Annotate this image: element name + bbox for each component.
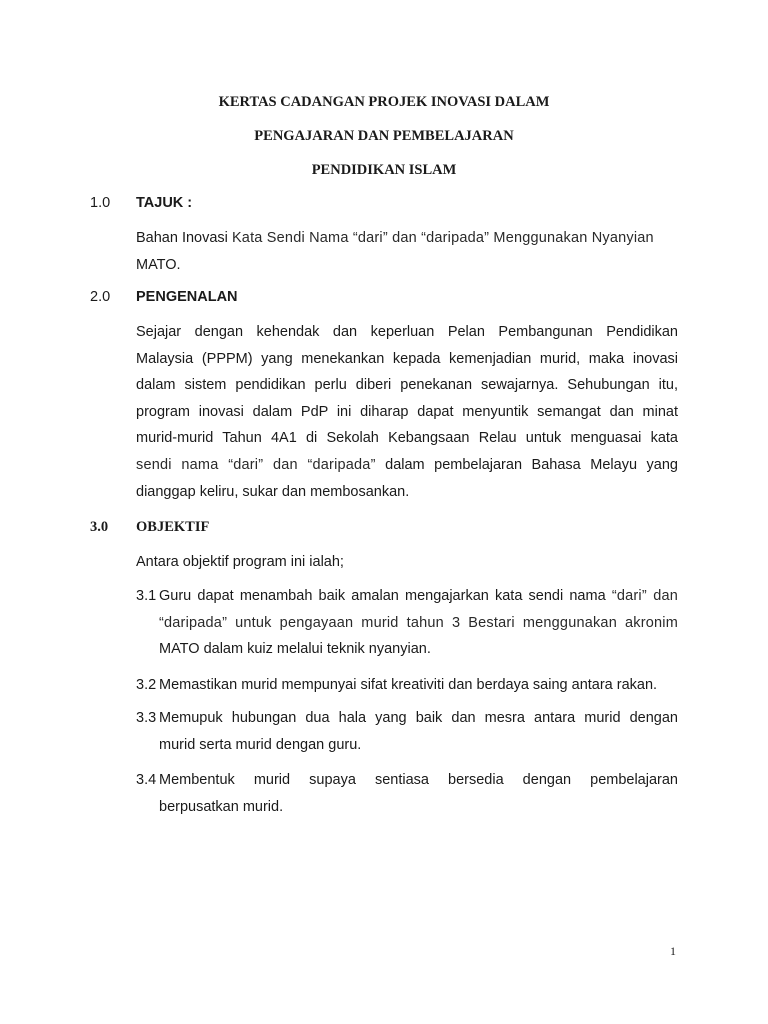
section-number-tajuk: 1.0 bbox=[90, 195, 111, 211]
objektif-intro-text: Antara objektif program ini ialah; bbox=[136, 554, 344, 570]
page-number: 1 bbox=[670, 944, 676, 958]
section-heading-tajuk: TAJUK : bbox=[136, 195, 193, 211]
objektif-item-3-4 bbox=[136, 767, 678, 820]
objektif-item-3-2 bbox=[136, 672, 678, 699]
tajuk-line-2: MATO. bbox=[136, 256, 181, 273]
objektif-3-2-line-1 bbox=[136, 672, 678, 699]
section-heading-objektif: OBJEKTIF bbox=[136, 519, 210, 535]
pengenalan-line-6-b: dalam pembelajaran Bahasa Melayu yang bbox=[375, 456, 678, 473]
section-heading-pengenalan: PENGENALAN bbox=[136, 289, 238, 305]
pengenalan-line-3: dalam sistem pendidikan perlu diberi penekanan sewajarnya. Sehubungan itu, bbox=[136, 377, 678, 394]
objektif-3-3-number: 3.3 bbox=[136, 710, 157, 726]
objektif-3-4-line-2: berpusatkan murid. bbox=[159, 798, 284, 815]
doc-title-line-2: PENGAJARAN DAN PEMBELAJARAN bbox=[254, 128, 514, 144]
pengenalan-line-6 bbox=[136, 452, 678, 479]
pengenalan-line-4: program inovasi dalam PdP ini diharap dapat menyuntik semangat dan minat bbox=[136, 403, 678, 420]
section-number-objektif: 3.0 bbox=[90, 519, 109, 535]
pengenalan-paragraph bbox=[136, 319, 678, 505]
section-number-pengenalan: 2.0 bbox=[90, 289, 111, 305]
pengenalan-line-6-a: sendi nama “dari” dan “daripada” bbox=[136, 456, 376, 473]
tajuk-line-1 bbox=[136, 225, 678, 252]
pengenalan-line-5: murid-murid Tahun 4A1 di Sekolah Kebangsaan Relau untuk menguasai kata bbox=[136, 430, 678, 447]
objektif-3-1-line-3: MATO dalam kuiz melalui teknik nyanyian. bbox=[159, 641, 431, 658]
objektif-3-1-line-1-a: Guru dapat menambah baik amalan mengajarkan kata sendi nama bbox=[159, 588, 612, 604]
objektif-3-1-line-2: “daripada” untuk pengayaan murid tahun 3 Bestari menggunakan akronim bbox=[159, 614, 678, 631]
objektif-item-3-3 bbox=[136, 705, 678, 758]
doc-title-line-3: PENDIDIKAN ISLAM bbox=[311, 162, 457, 178]
pengenalan-line-7: dianggap keliru, sukar dan membosankan. bbox=[136, 483, 410, 500]
objektif-item-3-1 bbox=[136, 583, 678, 663]
tajuk-paragraph bbox=[136, 225, 678, 278]
objektif-3-4-line-1-text: Membentuk murid supaya sentiasa bersedia dengan pembelajaran bbox=[159, 772, 678, 788]
objektif-3-2-text: Memastikan murid mempunyai sifat kreativiti dan berdaya saing antara rakan. bbox=[159, 677, 658, 693]
pengenalan-line-1: Sejajar dengan kehendak dan keperluan Pelan Pembangunan Pendidikan bbox=[136, 324, 678, 340]
objektif-3-2-number: 3.2 bbox=[136, 677, 157, 693]
objektif-3-1-number: 3.1 bbox=[136, 588, 157, 604]
objektif-3-3-line-1 bbox=[136, 705, 678, 732]
objektif-3-4-line-1 bbox=[136, 767, 678, 794]
pengenalan-line-2: Malaysia (PPPM) yang menekankan kepada kemenjadian murid, maka inovasi bbox=[136, 350, 678, 367]
doc-title-line-1: KERTAS CADANGAN PROJEK INOVASI DALAM bbox=[218, 94, 550, 110]
tajuk-line-1-lead: Bahan Inovasi bbox=[136, 230, 232, 246]
objektif-3-4-number: 3.4 bbox=[136, 772, 157, 788]
objektif-intro bbox=[136, 549, 678, 576]
objektif-3-3-line-2: murid serta murid dengan guru. bbox=[159, 736, 362, 753]
objektif-3-1-line-1 bbox=[136, 583, 678, 610]
objektif-3-1-line-1-b: “dari” dan bbox=[611, 588, 678, 604]
tajuk-line-1-title: Kata Sendi Nama “dari” dan “daripada” Menggunakan Nyanyian bbox=[231, 230, 654, 246]
objektif-3-3-line-1-text: Memupuk hubungan dua hala yang baik dan mesra antara murid dengan bbox=[159, 710, 678, 726]
